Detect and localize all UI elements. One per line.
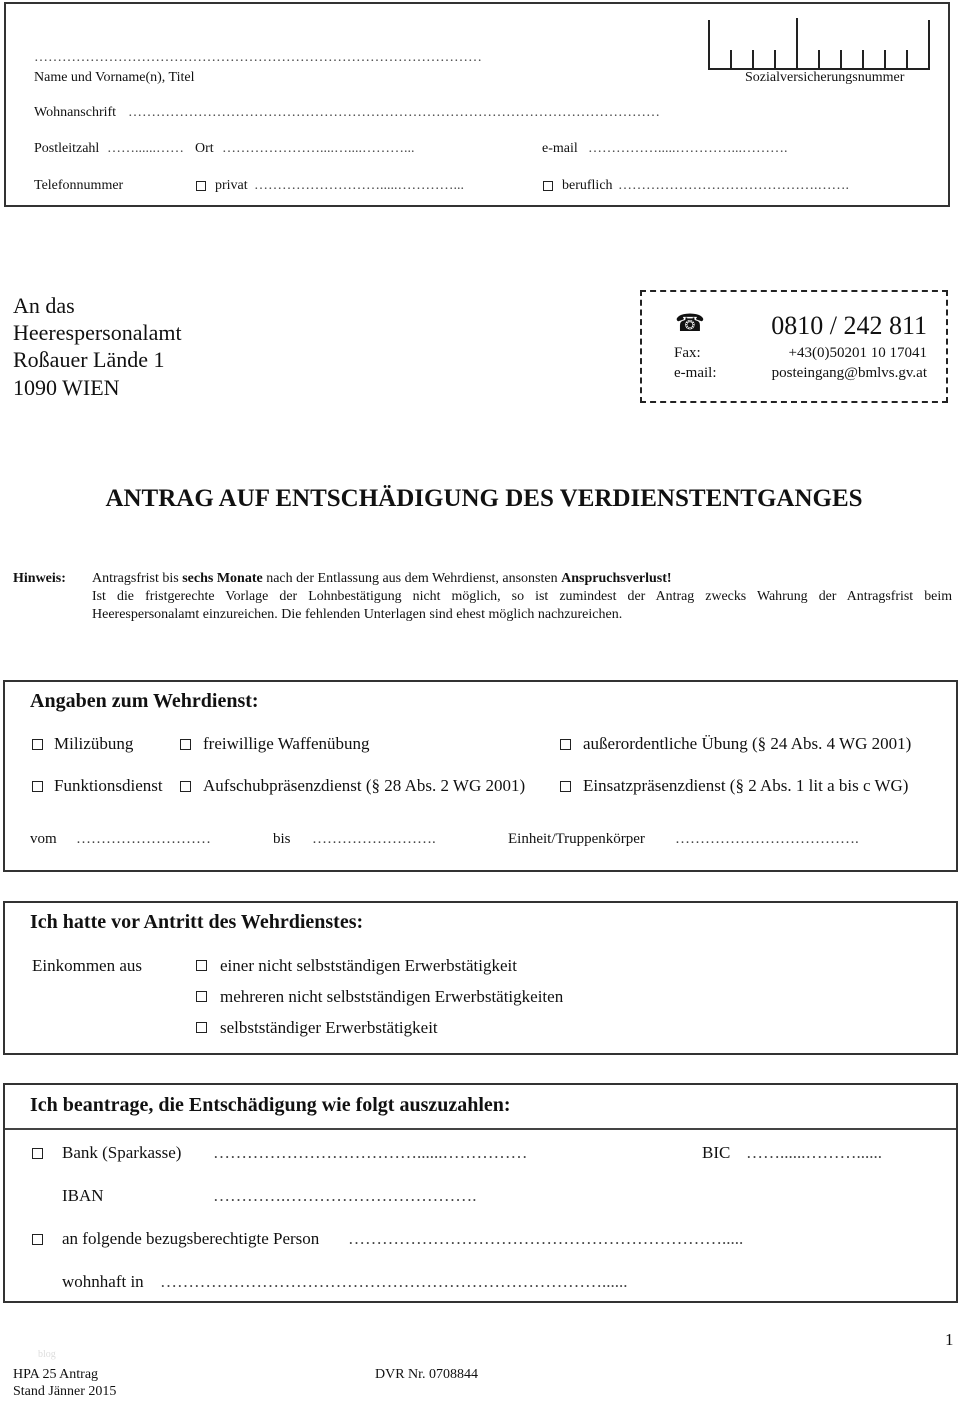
city-field-dots[interactable]: …………………....…....………... [222, 141, 415, 156]
city-label: Ort [195, 141, 214, 156]
bic-label: BIC [702, 1143, 731, 1162]
private-phone-label: privat [215, 178, 248, 193]
contact-email-label: e-mail: [674, 365, 717, 381]
person-checkbox[interactable] [32, 1234, 43, 1245]
to-field-dots[interactable]: ……………………. [312, 831, 436, 847]
notice-label: Hinweis: [13, 571, 66, 586]
recipient-line-3: Roßauer Lände 1 [13, 347, 165, 372]
contact-email[interactable]: posteingang@bmlvs.gv.at [771, 365, 927, 381]
iban-field-dots[interactable]: ………….……………………………. [213, 1186, 477, 1205]
voluntary-checkbox[interactable] [180, 739, 191, 750]
address-label: Wohnanschrift [34, 105, 117, 120]
watermark: blog [38, 1349, 56, 1360]
from-label: vom [30, 831, 57, 847]
svn-label: Sozialversicherungsnummer [745, 70, 905, 85]
dvr-number: DVR Nr. 0708844 [375, 1367, 479, 1382]
private-phone-dots[interactable]: ……………………….....…………... [254, 178, 464, 193]
payment-heading-divider [5, 1128, 956, 1130]
employment-single-label: einer nicht selbstständigen Erwerbstätigkeit [220, 956, 517, 975]
payment-heading: Ich beantrage, die Entschädigung wie folgt auszuzahlen: [30, 1094, 511, 1116]
name-field-dots[interactable]: …………………………………………………………………………………… [34, 50, 482, 65]
recipient-line-2: Heerespersonalamt [13, 320, 182, 345]
employment-multiple-label: mehreren nicht selbstständigen Erwerbstätigkeiten [220, 987, 564, 1006]
prior-employment-heading: Ich hatte vor Antritt des Wehrdienstes: [30, 911, 364, 933]
to-label: bis [273, 831, 291, 847]
notice-line-1 [92, 571, 672, 587]
form-version: Stand Jänner 2015 [13, 1384, 117, 1399]
residence-label: wohnhaft in [62, 1272, 144, 1291]
email-label: e-mail [542, 141, 578, 156]
form-id: HPA 25 Antrag [13, 1367, 99, 1382]
address-field-dots[interactable]: …………………………………………………………………………………………………… [128, 105, 660, 120]
deferred-label: Aufschubpräsenzdienst (§ 28 Abs. 2 WG 2001) [203, 776, 526, 795]
work-phone-dots[interactable]: …………………………………….……. [618, 178, 849, 193]
self-employment-label: selbstständiger Erwerbstätigkeit [220, 1018, 438, 1037]
private-phone-checkbox[interactable] [196, 181, 206, 191]
name-label: Name und Vorname(n), Titel [34, 70, 195, 85]
person-label: an folgende bezugsberechtigte Person [62, 1229, 320, 1248]
page-number: 1 [945, 1330, 954, 1349]
unit-field-dots[interactable]: ………………………………. [675, 831, 859, 847]
page-title: ANTRAG AUF ENTSCHÄDIGUNG DES VERDIENSTENTGANGES [105, 485, 863, 512]
employment-multiple-checkbox[interactable] [196, 991, 207, 1002]
unit-label: Einheit/Truppenkörper [508, 831, 645, 847]
income-label: Einkommen aus [32, 956, 143, 975]
self-employment-checkbox[interactable] [196, 1022, 207, 1033]
contact-phone: 0810 / 242 811 [771, 311, 927, 340]
fax-label: Fax: [674, 345, 701, 361]
svn-field[interactable] [708, 20, 930, 70]
deployment-checkbox[interactable] [560, 781, 571, 792]
bank-checkbox[interactable] [32, 1148, 43, 1159]
bank-label: Bank (Sparkasse) [62, 1143, 182, 1162]
militia-label: Milizübung [54, 734, 134, 753]
notice-forfeit: Anspruchsverlust! [561, 571, 672, 586]
person-field-dots[interactable]: …………………………………………………………..... [348, 1229, 744, 1248]
work-phone-checkbox[interactable] [543, 181, 553, 191]
iban-label: IBAN [62, 1186, 104, 1205]
notice-line-3: Heerespersonalamt einzureichen. Die fehlenden Unterlagen sind ehest möglich nachzureichen. [92, 607, 623, 622]
recipient-line-4: 1090 WIEN [13, 375, 120, 400]
from-field-dots[interactable]: ……………………… [76, 831, 211, 847]
residence-field-dots[interactable]: ……………………………………………………………………...... [160, 1272, 628, 1291]
notice-line-2: Ist die fristgerechte Vorlage der Lohnbestätigung nicht möglich, so ist zumindest der Antrag zwecks Wahrung der Antragsfrist beim [92, 589, 952, 604]
military-heading: Angaben zum Wehrdienst: [30, 690, 259, 712]
bank-field-dots[interactable]: ………………………………......…………… [213, 1143, 528, 1162]
email-field-dots[interactable]: …………….....…………...………. [588, 141, 788, 156]
extraordinary-label: außerordentliche Übung (§ 24 Abs. 4 WG 2001) [583, 734, 912, 753]
notice-text-c: nach der Entlassung aus dem Wehrdienst, ansonsten [262, 571, 562, 586]
function-label: Funktionsdienst [54, 776, 163, 795]
extraordinary-checkbox[interactable] [560, 739, 571, 750]
deferred-checkbox[interactable] [180, 781, 191, 792]
bic-field-dots[interactable]: ……......………...... [746, 1143, 882, 1162]
recipient-line-1: An das [13, 293, 75, 318]
function-checkbox[interactable] [32, 781, 43, 792]
work-phone-label: beruflich [562, 178, 613, 193]
militia-checkbox[interactable] [32, 739, 43, 750]
zip-field-dots[interactable]: ……......…… [107, 141, 184, 156]
deployment-label: Einsatzpräsenzdienst (§ 2 Abs. 1 lit a bis c WG) [583, 776, 909, 795]
voluntary-label: freiwillige Waffenübung [203, 734, 370, 753]
phone-label: Telefonnummer [34, 178, 124, 193]
notice-deadline: sechs Monate [182, 571, 263, 586]
employment-single-checkbox[interactable] [196, 960, 207, 971]
notice-text-a: Antragsfrist bis [92, 571, 183, 586]
fax-number: +43(0)50201 10 17041 [788, 345, 927, 361]
telephone-icon: ☎ [675, 311, 705, 337]
zip-label: Postleitzahl [34, 141, 100, 156]
